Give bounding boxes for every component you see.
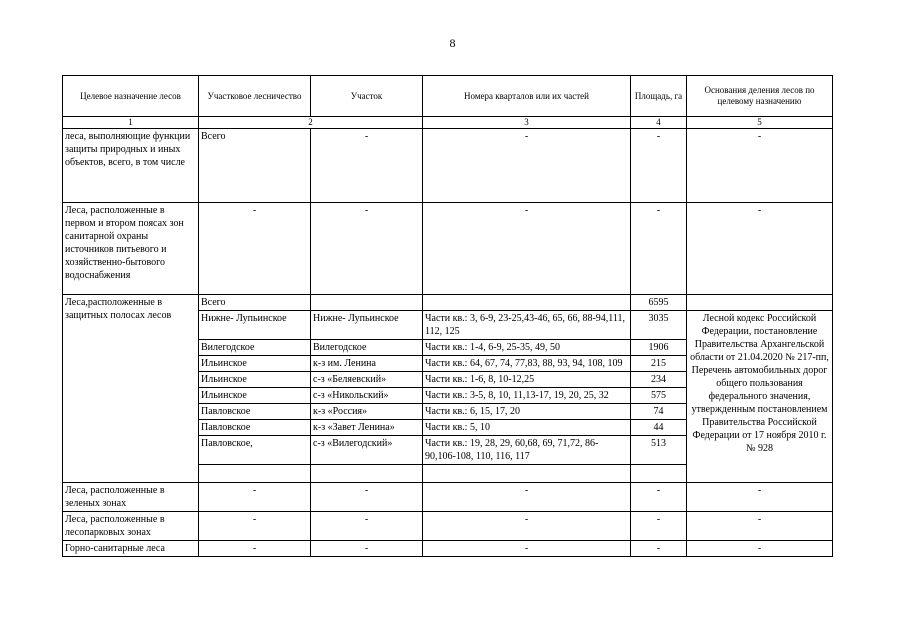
plot-cell: - <box>311 203 423 295</box>
forestry-cell: Вилегодское <box>199 340 311 356</box>
plot-cell: - <box>311 512 423 541</box>
plot-cell: - <box>311 129 423 203</box>
purpose-cell: Леса, расположенные в зеленых зонах <box>63 483 199 512</box>
basis-cell: - <box>687 203 833 295</box>
area-cell: 575 <box>631 388 687 404</box>
purpose-cell: Леса,расположенные в защитных полосах лесов <box>63 295 199 483</box>
forestry-cell: Ильинское <box>199 388 311 404</box>
quarters-cell: Части кв.: 3-5, 8, 10, 11,13-17, 19, 20, 25, 32 <box>423 388 631 404</box>
area-cell: 234 <box>631 372 687 388</box>
plot-cell: - <box>311 541 423 557</box>
quarters-cell: Части кв.: 19, 28, 29, 60,68, 69, 71,72, 86-90,106-108, 110, 116, 117 <box>423 436 631 465</box>
plot-cell <box>311 295 423 311</box>
table-row <box>63 541 833 557</box>
plot-cell: Вилегодское <box>311 340 423 356</box>
table-row <box>63 129 833 203</box>
area-cell: 215 <box>631 356 687 372</box>
area-cell: 1906 <box>631 340 687 356</box>
forestry-cell: - <box>199 483 311 512</box>
quarters-cell: Части кв.: 1-4, 6-9, 25-35, 49, 50 <box>423 340 631 356</box>
table-row <box>63 512 833 541</box>
quarters-cell: - <box>423 541 631 557</box>
purpose-cell: Леса, расположенные в лесопарковых зонах <box>63 512 199 541</box>
plot-cell: - <box>311 483 423 512</box>
area-cell: - <box>631 541 687 557</box>
plot-cell <box>311 465 423 483</box>
column-number: 4 <box>631 117 687 129</box>
forestry-cell: Всего <box>199 129 311 203</box>
plot-cell: к-з «Завет Ленина» <box>311 420 423 436</box>
basis-cell: - <box>687 129 833 203</box>
area-cell: 3035 <box>631 311 687 340</box>
basis-cell: - <box>687 512 833 541</box>
column-number: 3 <box>423 117 631 129</box>
table-row <box>63 203 833 295</box>
header-plot: Участок <box>311 76 423 117</box>
forestry-cell: Ильинское <box>199 356 311 372</box>
quarters-cell: Части кв.: 64, 67, 74, 77,83, 88, 93, 94, 108, 109 <box>423 356 631 372</box>
area-cell: - <box>631 129 687 203</box>
quarters-cell <box>423 295 631 311</box>
forestry-cell: Всего <box>199 295 311 311</box>
forestry-cell: - <box>199 512 311 541</box>
basis-cell: - <box>687 483 833 512</box>
quarters-cell: - <box>423 203 631 295</box>
forestry-cell <box>199 465 311 483</box>
basis-cell: Лесной кодекс Российской Федерации, постановление Правительства Архангельской области от 21.04.2020 № 217-пп, Перечень автомобильных дорог общего пользования федерального значения, утвержденным постановлением Правительства Российской Федерации от 17 ноября 2010 г. № 928 <box>687 311 833 483</box>
forestry-cell: Павловское <box>199 420 311 436</box>
area-cell: 44 <box>631 420 687 436</box>
quarters-cell: - <box>423 483 631 512</box>
basis-cell: - <box>687 541 833 557</box>
forestry-cell: Ильинское <box>199 372 311 388</box>
area-cell: - <box>631 512 687 541</box>
purpose-cell: Леса, расположенные в первом и втором поясах зон санитарной охраны источников питьевого и хозяйственно-бытового водоснабжения <box>63 203 199 295</box>
forestry-cell: - <box>199 203 311 295</box>
column-number: 5 <box>687 117 833 129</box>
quarters-cell: - <box>423 512 631 541</box>
forestry-cell: Павловское, <box>199 436 311 465</box>
quarters-cell: Части кв.: 3, 6-9, 23-25,43-46, 65, 66, 88-94,111, 112, 125 <box>423 311 631 340</box>
plot-cell: с-з «Беляевский» <box>311 372 423 388</box>
forestry-cell: - <box>199 541 311 557</box>
page-number: 8 <box>449 36 456 50</box>
plot-cell: с-з «Вилегодский» <box>311 436 423 465</box>
column-number: 1 <box>63 117 199 129</box>
area-cell: - <box>631 483 687 512</box>
quarters-cell: Части кв.: 1-6, 8, 10-12,25 <box>423 372 631 388</box>
table-row <box>63 483 833 512</box>
plot-cell: Нижне- Лупьинское <box>311 311 423 340</box>
plot-cell: к-з им. Ленина <box>311 356 423 372</box>
table-header-row <box>63 76 833 117</box>
area-cell: 74 <box>631 404 687 420</box>
column-number-row <box>63 117 833 129</box>
purpose-cell: леса, выполняющие функции защиты природных и иных объектов, всего, в том числе <box>63 129 199 203</box>
plot-cell: с-з «Никольский» <box>311 388 423 404</box>
table-row <box>63 295 833 311</box>
header-basis: Основания деления лесов по целевому назначению <box>687 76 833 117</box>
area-cell: - <box>631 203 687 295</box>
area-cell: 6595 <box>631 295 687 311</box>
header-forestry: Участковое лесничество <box>199 76 311 117</box>
basis-cell <box>687 295 833 311</box>
quarters-cell: Части кв.: 5, 10 <box>423 420 631 436</box>
header-quarters: Номера кварталов или их частей <box>423 76 631 117</box>
forest-purpose-table <box>62 75 833 557</box>
header-purpose: Целевое назначение лесов <box>63 76 199 117</box>
area-cell: 513 <box>631 436 687 465</box>
quarters-cell: - <box>423 129 631 203</box>
column-number: 2 <box>199 117 423 129</box>
quarters-cell: Части кв.: 6, 15, 17, 20 <box>423 404 631 420</box>
forestry-cell: Павловское <box>199 404 311 420</box>
forestry-cell: Нижне- Лупьинское <box>199 311 311 340</box>
plot-cell: к-з «Россия» <box>311 404 423 420</box>
header-area: Площадь, га <box>631 76 687 117</box>
purpose-cell: Горно-санитарные леса <box>63 541 199 557</box>
area-cell <box>631 465 687 483</box>
quarters-cell <box>423 465 631 483</box>
